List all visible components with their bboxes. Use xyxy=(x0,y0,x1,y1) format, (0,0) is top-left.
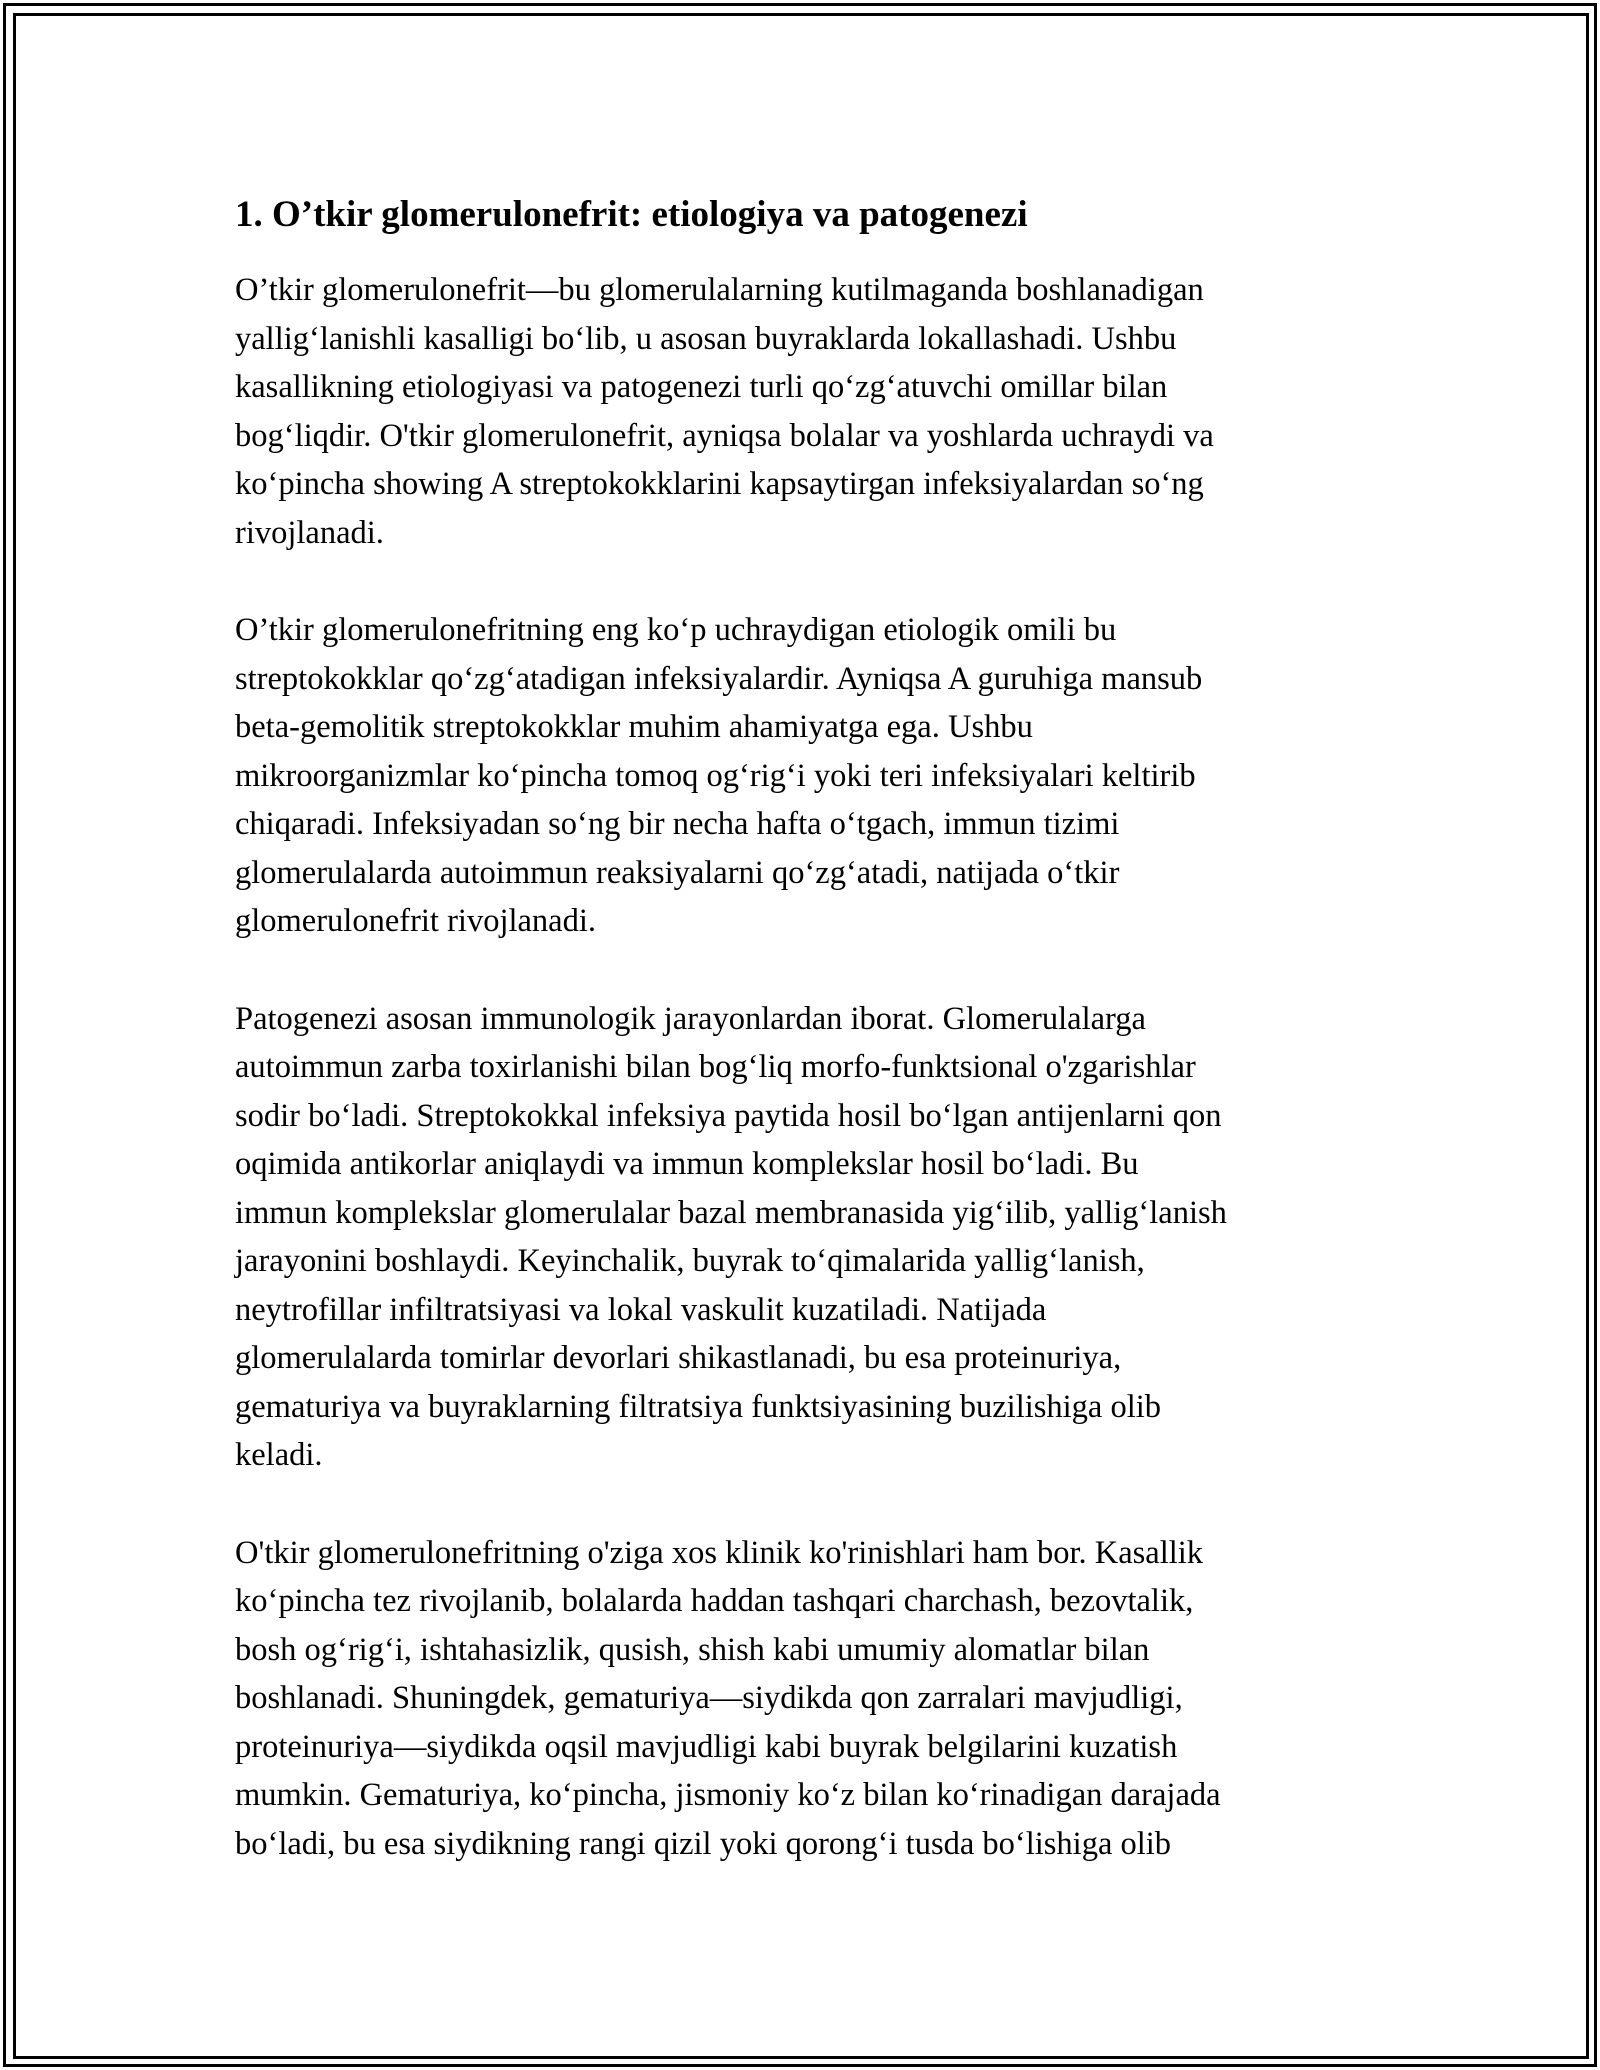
text-line: ko‘pincha showing A streptokokklarini kapsaytirgan infeksiyalardan so‘ng xyxy=(235,466,1204,502)
text-line: streptokokklar qo‘zg‘atadigan infeksiyalardir. Ayniqsa A guruhiga mansub xyxy=(235,660,1203,697)
section-heading: 1. O’tkir glomerulonefrit: etiologiya va patogenezi xyxy=(235,194,1028,235)
paragraph-2 xyxy=(235,606,1365,946)
text-line: boshlanadi. Shuningdek, gematuriya—siydikda qon zarralari mavjudligi, xyxy=(235,1680,1183,1716)
text-line: ko‘pincha tez rivojlanib, bolalarda haddan tashqari charchash, bezovtalik, xyxy=(235,1583,1194,1619)
text-line: keladi. xyxy=(235,1437,323,1473)
text-line: neytrofillar infiltratsiyasi va lokal vaskulit kuzatiladi. Natijada xyxy=(235,1291,1047,1328)
document-body xyxy=(235,186,1365,1917)
text-line: oqimida antikorlar aniqlaydi va immun komplekslar hosil bo‘ladi. Bu xyxy=(235,1146,1139,1182)
paragraph-1 xyxy=(235,266,1365,557)
text-line: Patogenezi asosan immunologik jarayonlardan iborat. Glomerulalarga xyxy=(235,1000,1146,1037)
text-line: O’tkir glomerulonefrit—bu glomerulalarning kutilmaganda boshlanadigan xyxy=(235,272,1204,308)
text-line: immun komplekslar glomerulalar bazal membranasida yig‘ilib, yallig‘lanish xyxy=(235,1194,1227,1231)
text-line: O’tkir glomerulonefritning eng ko‘p uchraydigan etiologik omili bu xyxy=(235,612,1117,648)
text-line: chiqaradi. Infeksiyadan so‘ng bir necha hafta o‘tgach, immun tizimi xyxy=(235,806,1120,842)
text-line: jarayonini boshlaydi. Keyinchalik, buyrak to‘qimalarida yallig‘lanish, xyxy=(235,1243,1145,1279)
text-line: glomerulonefrit rivojlanadi. xyxy=(235,903,597,939)
text-line: proteinuriya—siydikda oqsil mavjudligi kabi buyrak belgilarini kuzatish xyxy=(235,1728,1178,1765)
text-line: kasallikning etiologiyasi va patogenezi turli qo‘zg‘atuvchi omillar bilan xyxy=(235,369,1168,405)
text-line: bosh og‘rig‘i, ishtahasizlik, qusish, shish kabi umumiy alomatlar bilan xyxy=(235,1631,1150,1668)
text-line: sodir bo‘ladi. Streptokokkal infeksiya paytida hosil bo‘lgan antijenlarni qon xyxy=(235,1097,1222,1134)
text-line: beta-gemolitik streptokokklar muhim ahamiyatga ega. Ushbu xyxy=(235,709,1033,745)
text-line: mikroorganizmlar ko‘pincha tomoq og‘rig‘i yoki teri infeksiyalari keltirib xyxy=(235,757,1196,794)
text-line: autoimmun zarba toxirlanishi bilan bog‘liq morfo-funktsional o'zgarishlar xyxy=(235,1049,1196,1085)
text-line: gematuriya va buyraklarning filtratsiya funktsiyasining buzilishiga olib xyxy=(235,1388,1162,1425)
text-line: bog‘liqdir. O'tkir glomerulonefrit, ayniqsa bolalar va yoshlarda uchraydi va xyxy=(235,417,1214,454)
paragraph-3 xyxy=(235,995,1365,1480)
paragraph-4 xyxy=(235,1529,1365,1869)
text-line: mumkin. Gematuriya, ko‘pincha, jismoniy ko‘z bilan ko‘rinadigan darajada xyxy=(235,1777,1221,1813)
text-line: O'tkir glomerulonefritning o'ziga xos klinik ko'rinishlari ham bor. Kasallik xyxy=(235,1534,1204,1571)
text-line: glomerulalarda autoimmun reaksiyalarni qo‘zg‘atadi, natijada o‘tkir xyxy=(235,854,1120,891)
text-line: yallig‘lanishli kasalligi bo‘lib, u asosan buyraklarda lokallashadi. Ushbu xyxy=(235,320,1177,357)
text-line: rivojlanadi. xyxy=(235,514,384,551)
text-line: glomerulalarda tomirlar devorlari shikastlanadi, bu esa proteinuriya, xyxy=(235,1340,1122,1376)
text-line: bo‘ladi, bu esa siydikning rangi qizil yoki qorong‘i tusda bo‘lishiga olib xyxy=(235,1825,1172,1862)
